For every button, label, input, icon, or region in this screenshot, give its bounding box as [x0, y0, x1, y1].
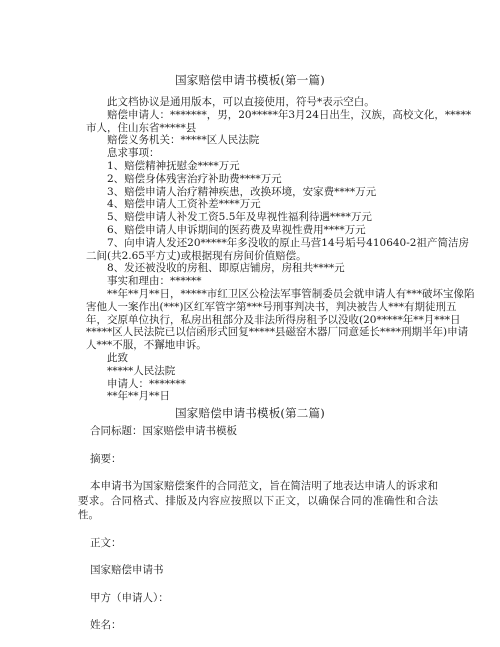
text-line: 市人，住山东省*****县 — [86, 121, 197, 134]
text-line: 年，交原单位执行，私房出租部分及非法所得房租予以没收(20*****年**月***日 — [86, 313, 461, 326]
text-line: 7、向申请人发还20*****年多没收的原止马营14号垢号410640-2祖产简洁房 — [86, 236, 469, 249]
text-line: 人***不服，不獬地申诉。 — [86, 339, 207, 352]
text-line: 4、赔偿申请人工资补差****万元 — [86, 198, 261, 211]
text-line: 息求事项： — [86, 147, 160, 160]
part2-body — [78, 424, 438, 646]
text-line: 5、赔偿申请人补发工资5.5年及卑视性福利待遇****万元 — [86, 211, 372, 224]
document-title-part2: 国家赔偿申请书模板(第二篇) — [175, 406, 325, 420]
body-label: 正文： — [90, 536, 122, 549]
part1-body — [86, 96, 475, 403]
text-line: 事实和理由：****** — [86, 275, 202, 288]
text-line: 二间(共2.65平方丈)或根据现有房间价值赔偿。 — [86, 249, 307, 262]
text-line: 2、赔偿身体残害治疗补助费****万元 — [86, 172, 282, 185]
party-a-label: 甲方（申请人）： — [90, 591, 169, 604]
text-line: 申请人：******* — [86, 377, 186, 390]
text-line: 6、赔偿申请人申诉期间的医药费及卑视性费用****万元 — [86, 223, 366, 236]
text-line: *****人民法院 — [86, 364, 176, 377]
text-line: 赔偿义务机关：*****区人民法院 — [86, 134, 260, 147]
text-line: **年**月**日，*****市红卫区公检法军事管制委员会就申请人有***破坏宝像陷 — [86, 287, 475, 300]
text-line: 1、赔偿精神抚慰金****万元 — [86, 159, 240, 172]
text-line: 害他人一案作出(***)区红军管字第***号刑事判决书，判决被告人***有期徒刑五 — [86, 300, 457, 313]
text-line: 赔偿申请人：*******，男，20*****年3月24日出生，汉族，高校文化，***** — [86, 108, 472, 121]
text-line: 此致 — [86, 351, 128, 364]
abstract-text: 本申请书为国家赔偿案件的合同范文，旨在简洁明了地表达申请人的诉求和要求。合同格式、排版及内容应按照以下正文，以确保合同的准确性和合法性。 — [78, 480, 438, 521]
document-title-part1: 国家赔偿申请书模板(第一篇) — [175, 73, 325, 87]
text-line: **年**月**日 — [86, 390, 170, 403]
text-line: 8、发还被没收的房租、即原店铺房，房租共****元 — [86, 262, 345, 275]
text-line: 3、赔偿申请人治疗精神疾患，改换环境，安家费****万元 — [86, 185, 377, 198]
body-title: 国家赔偿申请书 — [90, 564, 164, 576]
text-line: 此文档协议是通用版本，可以直接使用，符号*表示空白。 — [86, 96, 375, 108]
contract-title: 合同标题：国家赔偿申请书模板 — [90, 425, 237, 437]
text-line: *****区人民法院已以信函形式回复*****县磁窑木器厂同意延长****刑期半年)申请 — [86, 326, 469, 339]
abstract-label: 摘要： — [90, 452, 122, 465]
name-label: 姓名： — [90, 619, 122, 631]
